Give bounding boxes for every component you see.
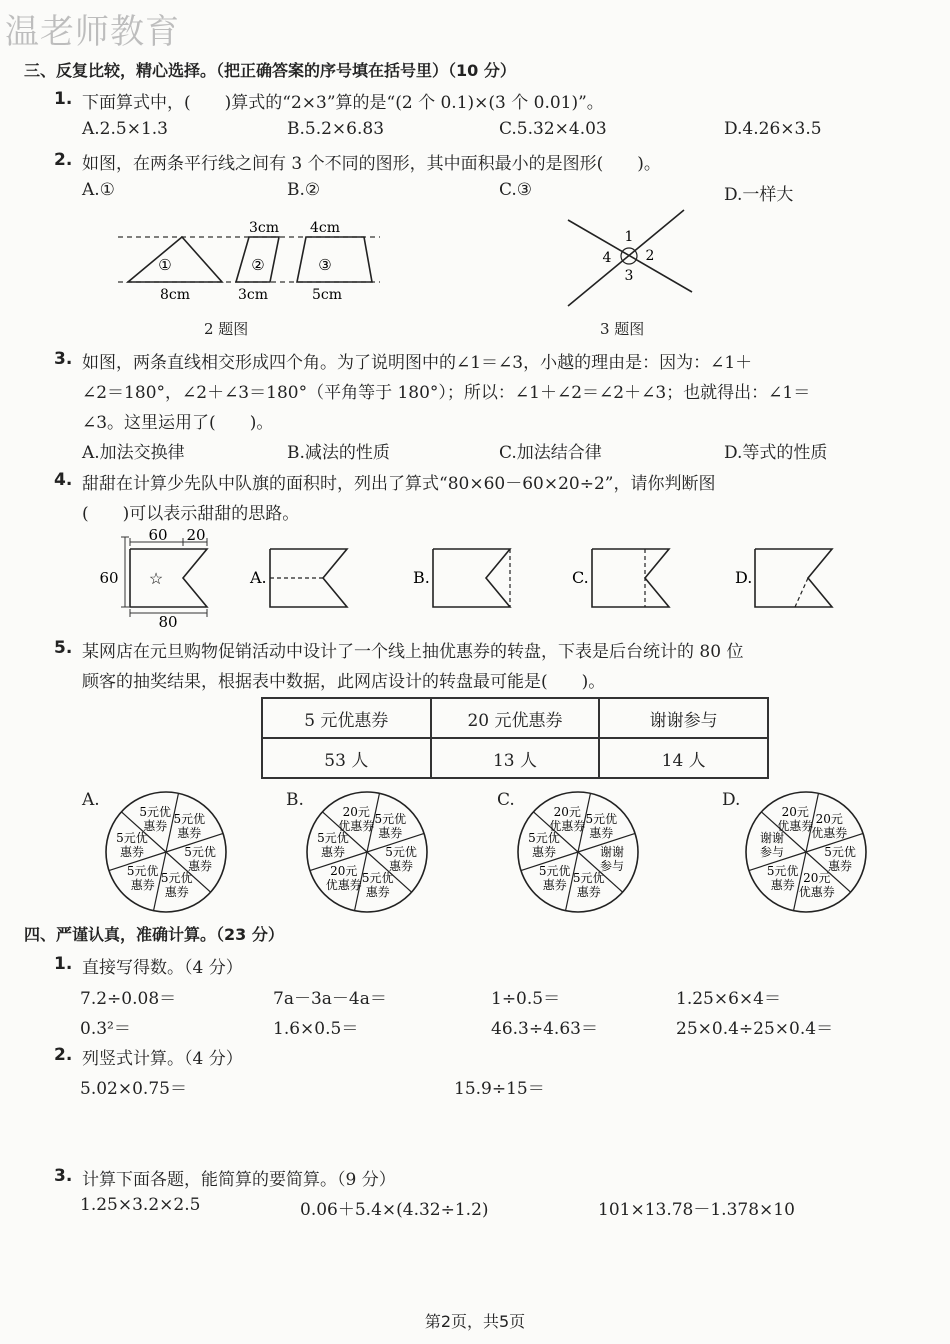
q4-option-a-label: A. — [250, 568, 267, 587]
wheel-sector-label: 惠券 — [589, 826, 614, 841]
q4-option-d-flag — [755, 549, 832, 607]
wheel-sector-label: 20元 — [330, 863, 358, 878]
dim-bottom-3: 5cm — [311, 287, 343, 303]
wheel-sector-label: 20元 — [803, 871, 831, 886]
flag-dim-height: 60 — [99, 569, 119, 587]
prize-wheel — [518, 792, 638, 912]
wheel-sector-label: 20元 — [815, 812, 843, 827]
wheel-sector-label: 5元优 — [126, 863, 159, 878]
shape-label-3: ③ — [318, 256, 332, 274]
wheel-sector-label: 5元优 — [572, 871, 605, 886]
q4-option-b-flag — [433, 549, 510, 607]
wheel-sector-label: 5元优 — [374, 812, 407, 827]
page-footer: 第2页，共5页 — [424, 1312, 526, 1331]
q4-option-c-flag — [592, 549, 669, 607]
q1-number: 1. — [54, 89, 73, 109]
calc-item: 7a－3a－4a＝ — [273, 989, 387, 1009]
q5-wheels — [0, 780, 950, 920]
dim-top-1: 3cm — [248, 220, 280, 236]
q2-option-d[interactable]: D.一样大 — [724, 185, 794, 205]
q4-figures — [95, 523, 855, 631]
wheel-sector-label: 惠券 — [576, 885, 601, 900]
q2-number: 2. — [54, 150, 73, 170]
q1-option-b[interactable]: B.5.2×6.83 — [287, 119, 385, 139]
wheel-sector-label: 5元优 — [538, 863, 571, 878]
wheel-sector-label: 优惠券 — [798, 885, 835, 900]
calc-item: 25×0.4÷25×0.4＝ — [676, 1019, 834, 1039]
wheel-sector-label: 5元优 — [385, 845, 417, 860]
reference-flag — [99, 526, 207, 631]
s4-q1-text: 直接写得数。（4 分） — [82, 958, 243, 978]
line-1 — [568, 210, 684, 306]
wheel-sector-label: 惠券 — [320, 844, 345, 859]
angle-label-4: 4 — [602, 250, 612, 266]
table-header-row — [262, 698, 768, 738]
table-cell: 53 人 — [262, 738, 431, 778]
q1-option-d[interactable]: D.4.26×3.5 — [724, 119, 822, 139]
wheel-sector-label: 优惠券 — [325, 877, 362, 892]
wheel-sector-label: 优惠券 — [811, 826, 848, 841]
s4-q2-text: 列竖式计算。（4 分） — [82, 1049, 243, 1069]
table-header-cell: 20 元优惠券 — [431, 698, 600, 738]
q4-option-b-label: B. — [413, 568, 430, 587]
q3-option-b[interactable]: B.减法的性质 — [287, 443, 390, 463]
star-icon: ☆ — [148, 569, 164, 588]
table-row — [262, 738, 768, 778]
wheel-sector-label: 5元优 — [317, 830, 349, 845]
wheel-sector-label: 惠券 — [531, 844, 556, 859]
wheel-sector-label: 20元 — [781, 804, 809, 819]
q2-option-c[interactable]: C.③ — [499, 180, 533, 200]
prize-wheel — [106, 792, 226, 912]
calc-item: 101×13.78－1.378×10 — [598, 1200, 795, 1220]
wheel-sector-label: 惠券 — [143, 818, 168, 833]
wheel-sector-label: 参与 — [759, 844, 784, 859]
angle-label-3: 3 — [624, 268, 634, 284]
table-header-cell: 5 元优惠券 — [262, 698, 431, 738]
calc-item: 0.06＋5.4×(4.32÷1.2) — [300, 1200, 489, 1220]
section-3-title: 三、反复比较，精心选择。（把正确答案的序号填在括号里）（10 分） — [24, 61, 516, 80]
wheel-sector-label: 惠券 — [389, 859, 414, 874]
wheel-sector-label: 5元优 — [824, 845, 856, 860]
q5-option-b[interactable]: B. — [286, 790, 304, 810]
q5-option-d[interactable]: D. — [722, 790, 741, 810]
wheel-sector-label: 惠券 — [188, 859, 213, 874]
calc-item: 46.3÷4.63＝ — [491, 1019, 598, 1039]
wheel-sector-label: 优惠券 — [338, 818, 375, 833]
table-header-cell: 谢谢参与 — [599, 698, 768, 738]
section-4-title: 四、严谨认真，准确计算。（23 分） — [24, 925, 284, 944]
triangle-shape-1 — [128, 237, 222, 282]
wheel-sector-label: 参与 — [600, 859, 625, 874]
q3-line-1: 如图，两条直线相交形成四个角。为了说明图中的∠1＝∠3，小越的理由是：因为：∠1＋ — [82, 353, 753, 373]
wheel-sector-label: 5元优 — [361, 871, 394, 886]
calc-item: 1.6×0.5＝ — [273, 1019, 359, 1039]
wheel-sector-label: 20元 — [553, 804, 581, 819]
s4-q3-text: 计算下面各题，能简算的要简算。（9 分） — [82, 1170, 396, 1190]
table-cell: 14 人 — [599, 738, 768, 778]
q3-line-2: ∠2＝180°，∠2＋∠3＝180°（平角等于 180°）；所以：∠1＋∠2＝∠2＋∠3；也就得出：∠1＝ — [82, 383, 811, 403]
q5-line-1: 某网店在元旦购物促销活动中设计了一个线上抽优惠券的转盘，下表是后台统计的 80 位 — [82, 642, 744, 662]
s4-q2-number: 2. — [54, 1045, 73, 1065]
q1-option-c[interactable]: C.5.32×4.03 — [499, 119, 607, 139]
dim-bottom-1: 8cm — [159, 287, 191, 303]
wheel-sector-label: 惠券 — [177, 826, 202, 841]
q3-option-d[interactable]: D.等式的性质 — [724, 443, 828, 463]
wheel-sector-label: 5元优 — [116, 830, 148, 845]
q4-option-d-label: D. — [735, 568, 753, 587]
wheel-sector-label: 惠券 — [378, 826, 403, 841]
calc-item: 1.25×3.2×2.5 — [80, 1195, 201, 1215]
shape-label-2: ② — [251, 256, 265, 274]
watermark: 温老师教育 — [5, 12, 180, 52]
q4-line-2: ( )可以表示甜甜的思路。 — [82, 504, 300, 524]
q1-option-a[interactable]: A.2.5×1.3 — [82, 119, 168, 139]
q3-figure-caption: 3 题图 — [600, 320, 645, 338]
wheel-sector-label: 5元优 — [528, 830, 560, 845]
wheel-sector-label: 5元优 — [585, 812, 618, 827]
calc-item: 1.25×6×4＝ — [676, 989, 781, 1009]
wheel-sector-label: 5元优 — [184, 845, 216, 860]
wheel-sector-label: 惠券 — [164, 885, 189, 900]
s4-q1-number: 1. — [54, 954, 73, 974]
q5-option-a[interactable]: A. — [82, 790, 100, 810]
angle-label-1: 1 — [624, 229, 634, 245]
q4-option-c-label: C. — [572, 568, 589, 587]
shape-label-1: ① — [158, 256, 172, 274]
calc-item: 15.9÷15＝ — [454, 1079, 545, 1099]
wheel-sector-label: 谢谢 — [600, 845, 625, 860]
q3-figure — [560, 206, 700, 310]
wheel-sector-label: 惠券 — [119, 844, 144, 859]
calc-item: 1÷0.5＝ — [491, 989, 561, 1009]
dim-top-2: 4cm — [309, 220, 341, 236]
q2-figure-caption: 2 题图 — [204, 320, 249, 338]
wheel-sector-label: 谢谢 — [759, 830, 784, 845]
calc-item: 5.02×0.75＝ — [80, 1079, 187, 1099]
q2-option-b[interactable]: B.② — [287, 180, 321, 200]
wheel-sector-label: 5元优 — [139, 804, 172, 819]
wheel-sector-label: 优惠券 — [777, 818, 814, 833]
q4-line-1: 甜甜在计算少先队中队旗的面积时，列出了算式“80×60－60×20÷2”，请你判断图 — [82, 474, 716, 494]
q2-option-a[interactable]: A.① — [82, 180, 115, 200]
wheel-sector-label: 5元优 — [160, 871, 193, 886]
wheel-sector-label: 惠券 — [130, 877, 155, 892]
wheel-sector-label: 惠券 — [770, 877, 795, 892]
q2-text: 如图，在两条平行线之间有 3 个不同的图形，其中面积最小的是图形( )。 — [82, 154, 661, 174]
q4-number: 4. — [54, 470, 73, 490]
table-cell: 13 人 — [431, 738, 600, 778]
q3-line-3: ∠3。这里运用了( )。 — [82, 413, 274, 433]
trapezoid-shape-3 — [297, 237, 372, 282]
calc-item: 7.2÷0.08＝ — [80, 989, 177, 1009]
flag-dim-width-top: 60 — [148, 526, 168, 544]
wheel-sector-label: 5元优 — [766, 863, 799, 878]
q3-option-a[interactable]: A.加法交换律 — [82, 443, 185, 463]
wheel-sector-label: 5元优 — [173, 812, 206, 827]
wheel-sector-label: 惠券 — [365, 885, 390, 900]
s4-q3-number: 3. — [54, 1166, 73, 1186]
q5-result-table — [261, 697, 769, 779]
q5-option-c[interactable]: C. — [497, 790, 515, 810]
wheel-sector-label: 优惠券 — [549, 818, 586, 833]
q3-number: 3. — [54, 349, 73, 369]
wheel-sector-label: 惠券 — [542, 877, 567, 892]
dim-bottom-2: 3cm — [237, 287, 269, 303]
wheel-sector-label: 惠券 — [828, 859, 853, 874]
q5-line-2: 顾客的抽奖结果，根据表中数据，此网店设计的转盘最可能是( )。 — [82, 672, 606, 692]
prize-wheel — [746, 792, 866, 912]
angle-label-2: 2 — [645, 248, 655, 264]
prize-wheel — [307, 792, 427, 912]
q5-number: 5. — [54, 638, 73, 658]
q1-text: 下面算式中，( )算式的“2×3”算的是“(2 个 0.1)×(3 个 0.01)”。 — [82, 93, 604, 113]
calc-item: 0.3²＝ — [80, 1019, 131, 1039]
flag-dim-notch: 20 — [186, 526, 206, 544]
q3-option-c[interactable]: C.加法结合律 — [499, 443, 602, 463]
q2-figure — [110, 210, 390, 306]
wheel-sector-label: 20元 — [342, 804, 370, 819]
flag-dim-width-bottom: 80 — [158, 613, 178, 631]
